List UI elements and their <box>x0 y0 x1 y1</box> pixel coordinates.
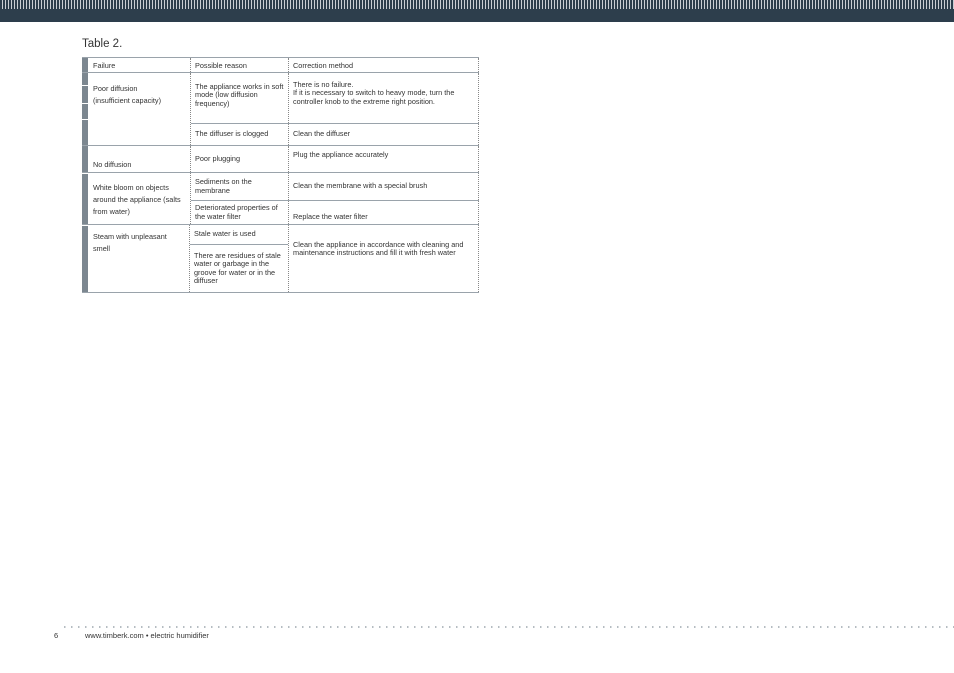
footer-dotted-divider <box>64 626 954 628</box>
correction-plug-accurately: Plug the appliance accurately <box>289 146 479 172</box>
header-correction-method: Correction method <box>289 58 479 72</box>
table-header-row <box>82 57 479 73</box>
correction-clean-diffuser: Clean the diffuser <box>289 124 479 145</box>
failure-poor-diffusion: Poor diffusion (insufficient capacity) <box>82 73 191 145</box>
header-failure: Failure <box>82 58 191 72</box>
table-row-poor-diffusion <box>82 73 479 146</box>
failure-steam-smell: Steam with unpleasant smell <box>82 225 190 292</box>
reason-stale-water: Stale water is used <box>194 229 256 239</box>
table-title: Table 2. <box>82 38 123 50</box>
troubleshooting-table <box>82 57 479 293</box>
reason-deteriorated-filter: Deteriorated properties of the water filter <box>191 201 289 224</box>
header-possible-reason: Possible reason <box>191 58 289 72</box>
footer-website: www.timberk.com • electric humidifier <box>85 631 209 640</box>
correction-clean-fresh-water: Clean the appliance in accordance with cleaning and maintenance instructions and fill it with fresh water <box>289 225 479 292</box>
reason-residues: There are residues of stale water or garbage in the groove for water or in the diffuser <box>190 244 288 292</box>
table-row-no-diffusion <box>82 146 479 173</box>
failure-white-bloom: White bloom on objects around the appliance (salts from water) <box>82 173 191 224</box>
table-row-white-bloom <box>82 173 479 225</box>
correction-clean-membrane: Clean the membrane with a special brush <box>289 173 479 200</box>
correction-replace-filter: Replace the water filter <box>289 201 479 224</box>
table-row-steam-smell <box>82 225 479 293</box>
failure-no-diffusion: No diffusion <box>82 146 191 172</box>
page-number: 6 <box>54 631 59 640</box>
correction-no-failure: There is no failure. If it is necessary to switch to heavy mode, turn the controller knob to the extreme right position. <box>289 73 479 123</box>
top-decorative-bar <box>0 0 954 22</box>
reason-sediments-membrane: Sediments on the membrane <box>191 173 289 200</box>
reason-diffuser-clogged: The diffuser is clogged <box>191 124 289 145</box>
reason-soft-mode: The appliance works in soft mode (low diffusion frequency) <box>191 73 289 123</box>
reason-poor-plugging: Poor plugging <box>191 146 289 172</box>
